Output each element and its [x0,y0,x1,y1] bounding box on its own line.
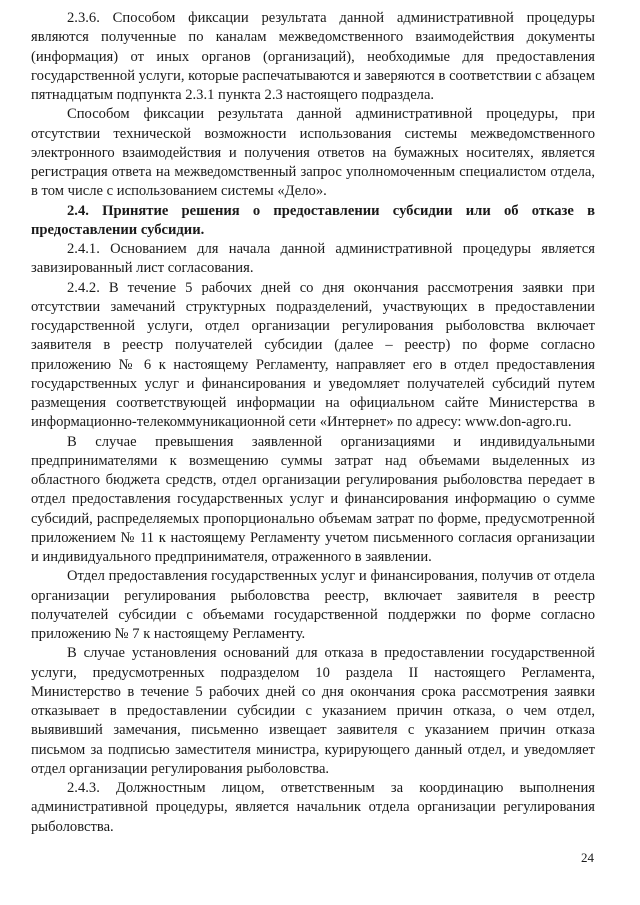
page-number: 24 [581,850,594,865]
paragraph-cost-excess: В случае превышения заявленной организациями и индивидуальными предпринимателями к возмещению суммы затрат над объемами выделенных из областного бюджета средств, отдел организации регулирования рыболовства передает в отдел предоставления государственных услуг и финансирования информацию о сумме субсидий, распределяемых пропорционально объемам затрат по форме, предусмотренной приложением № 11 к настоящему Регламенту учетом письменного согласия организации и индивидуального предпринимателя, отраженного в заявлении. [31,433,595,565]
paragraph-2-4-1: 2.4.1. Основанием для начала данной административной процедуры является завизированный лист согласования. [31,241,595,277]
paragraph-2-4-3: 2.4.3. Должностным лицом, ответственным за координацию выполнения административной процедуры, является начальник отдела организации регулирования рыболовства. [31,780,595,835]
section-heading-2-4: 2.4. Принятие решения о предоставлении субсидии или об отказе в предоставлении субсидии. [31,202,595,238]
paragraph-services-department: Отдел предоставления государственных услуг и финансирования, получив от отдела организации регулирования рыболовства реестр, включает заявителя в реестр получателей субсидии с объемами государственной поддержки по форме согласно приложению № 7 к настоящему Регламенту. [31,568,595,642]
paragraph-2-4-2: 2.4.2. В течение 5 рабочих дней со дня окончания рассмотрения заявки при отсутствии замечаний структурных подразделений, участвующих в предоставлении государственной услуги, отдел организации регулирования рыболовства включает заявителя в реестр получателей субсидии (далее – реестр) по форме согласно приложению № 6 к настоящему Регламенту, направляет его в отдел предоставления государственных услуг и финансирования и уведомляет получателей субсидий путем размещения соответствующей информации на официальном сайте Министерства в информационно-телекоммуникационной сети «Интернет» по адресу: www.don-agro.ru. [31,279,595,431]
paragraph-fixation-without-system: Способом фиксации результата данной административной процедуры, при отсутствии технической возможности использования системы межведомственного электронного взаимодействия и получения ответов на бумажных носителях, является регистрация ответа на межведомственный запрос уполномоченным специалистом отдела, в том числе с использованием системы «Дело». [31,106,595,200]
paragraph-2-3-6: 2.3.6. Способом фиксации результата данной административной процедуры являются полученные по каналам межведомственного взаимодействия документы (информация) от иных органов (организаций), необходимые для предоставления государственной услуги, которые распечатываются и заверяются в соответствии с абзацем пятнадцатым подпункта 2.3.1 пункта 2.3 настоящего подраздела. [31,10,595,103]
document-page [31,9,595,837]
paragraph-refusal: В случае установления оснований для отказа в предоставлении государственной услуги, предусмотренных подразделом 10 раздела II настоящего Регламента, Министерство в течение 5 рабочих дней со дня окончания срока рассмотрения заявки отказывает в предоставлении субсидии с указанием причин отказа, о чем отдел, выявивший замечания, письменно извещает заявителя с указанием причин отказа письмом за подписью заместителя министра, курирующего данный отдел, и уведомляет отдел организации регулирования рыболовства. [31,645,595,777]
